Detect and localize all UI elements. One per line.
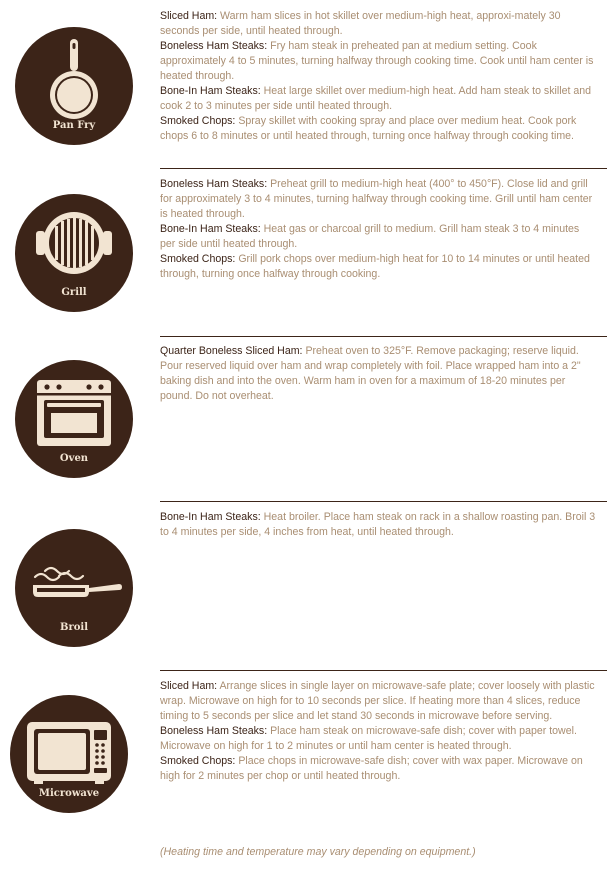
entry-key: Sliced Ham: (160, 10, 218, 22)
pan-fry-badge (15, 27, 133, 145)
entry-key: Bone-In Ham Steaks: (160, 223, 261, 235)
entry-text: Warm ham slices in hot skillet over medium-high heat, approxi-mately 30 seconds per side, until heated through. (160, 10, 561, 37)
broil-badge (15, 529, 133, 647)
entry-key: Quarter Boneless Sliced Ham: (160, 345, 303, 357)
microwave-instructions (160, 679, 596, 784)
instruction-entry (160, 344, 596, 404)
grill-badge (15, 194, 133, 312)
microwave-label: Microwave (38, 788, 100, 799)
instruction-entry (160, 84, 596, 114)
broil-instructions (160, 510, 596, 540)
entry-text: Preheat oven to 325°F. Remove packaging; reserve liquid. Pour reserved liquid over ham and wrap completely with foil. Place wrapped ham into a 2" baking dish and into the oven. Warm ham in oven for a maximum of 18-20 minutes per pound. Do not overheat. (160, 345, 581, 402)
entry-key: Sliced Ham: (160, 680, 218, 692)
broil-label: Broil (60, 622, 88, 633)
section-divider (160, 168, 607, 169)
entry-key: Smoked Chops: (160, 755, 236, 767)
entry-key: Boneless Ham Steaks: (160, 725, 268, 737)
entry-text: Arrange slices in single layer on microwave-safe plate; cover loosely with plastic wrap. Microwave on high for to 10 seconds per slice. If heating more than 4 slices, reduce timing to 5 seconds per slice and let stand 30 seconds in microwave before serving. (160, 680, 595, 722)
instruction-entry (160, 724, 596, 754)
oven-instructions (160, 344, 596, 404)
oven-badge (15, 360, 133, 478)
entry-text: Heat gas or charcoal grill to medium. Grill ham steak 3 to 4 minutes per side until heated through. (160, 223, 580, 250)
instruction-entry (160, 9, 596, 39)
microwave-badge (10, 695, 128, 813)
entry-key: Smoked Chops: (160, 115, 236, 127)
entry-text: Fry ham steak in preheated pan at medium setting. Cook approximately 4 to 5 minutes, turning halfway through cooking time. Cook until ham center is heated through. (160, 40, 594, 82)
instruction-entry (160, 679, 596, 724)
footnote: (Heating time and temperature may vary depending on equipment.) (160, 846, 476, 858)
entry-key: Boneless Ham Steaks: (160, 40, 268, 52)
entry-text: Heat large skillet over medium-high heat. Add ham steak to skillet and cook 2 to 3 minutes per side until heated through. (160, 85, 592, 112)
instruction-entry (160, 222, 596, 252)
entry-text: Place chops in microwave-safe dish; cover with wax paper. Microwave on high for 2 minutes per chop or until heated through. (160, 755, 583, 782)
section-divider (160, 670, 607, 671)
section-divider (160, 501, 607, 502)
grill-instructions (160, 177, 596, 282)
instruction-entry (160, 754, 596, 784)
entry-text: Heat broiler. Place ham steak on rack in a shallow roasting pan. Broil 3 to 4 minutes per side, 4 inches from heat, until heated through. (160, 511, 596, 538)
entry-key: Bone-In Ham Steaks: (160, 511, 261, 523)
instruction-entry (160, 252, 596, 282)
entry-key: Smoked Chops: (160, 253, 236, 265)
instruction-entry (160, 510, 596, 540)
instruction-entry (160, 114, 596, 144)
instruction-entry (160, 177, 596, 222)
oven-label: Oven (59, 453, 89, 464)
entry-text: Grill pork chops over medium-high heat for 10 to 14 minutes or until heated through, turning once halfway through cooking. (160, 253, 590, 280)
entry-text: Preheat grill to medium-high heat (400° to 450°F). Close lid and grill for approximately 3 to 4 minutes, turning halfway through cooking time. Grill until ham center is heated through. (160, 178, 593, 220)
instruction-entry (160, 39, 596, 84)
entry-text: Place ham steak on microwave-safe dish; cover with paper towel. Microwave on high for 1 to 2 minutes or until ham center is heated through. (160, 725, 577, 752)
grill-label: Grill (61, 287, 87, 298)
entry-text: Spray skillet with cooking spray and place over medium heat. Cook pork chops 6 to 8 minutes or until heated through, turning once halfway through cooking time. (160, 115, 577, 142)
pan-fry-label: Pan Fry (52, 120, 96, 131)
pan-fry-instructions (160, 9, 596, 144)
section-divider (160, 336, 607, 337)
entry-key: Boneless Ham Steaks: (160, 178, 268, 190)
entry-key: Bone-In Ham Steaks: (160, 85, 261, 97)
